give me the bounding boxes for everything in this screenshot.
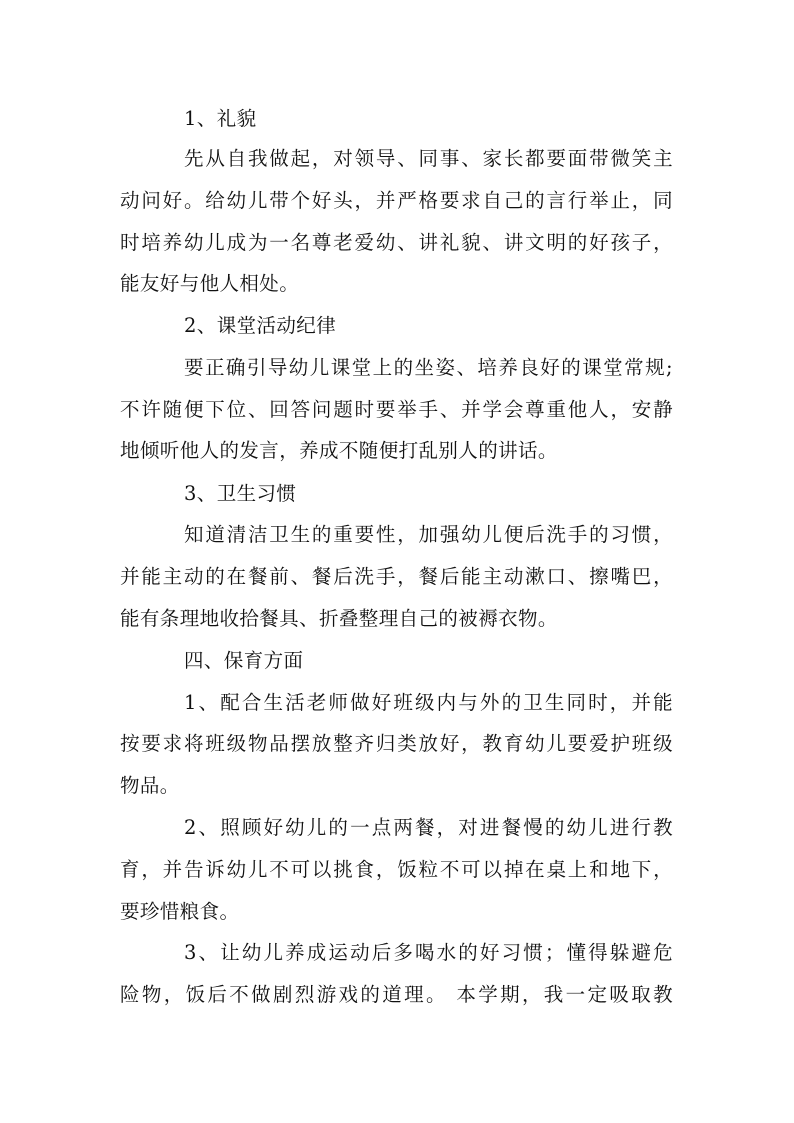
paragraph-line: 育，并告诉幼儿不可以挑食，饭粒不可以掉在桌上和地下，	[120, 858, 673, 881]
heading-politeness: 1、礼貌	[184, 107, 257, 130]
paragraph-line: 先从自我做起，对领导、同事、家长都要面带微笑主	[184, 147, 673, 170]
heading-childcare: 四、保育方面	[184, 649, 304, 672]
paragraph-line: 要珍惜粮食。	[120, 900, 240, 923]
paragraph-line: 3、让幼儿养成运动后多喝水的好习惯；懂得躲避危	[184, 941, 673, 964]
paragraph-line: 2、照顾好幼儿的一点两餐，对进餐慢的幼儿进行教	[184, 816, 673, 839]
paragraph-line: 1、配合生活老师做好班级内与外的卫生同时，并能	[184, 691, 673, 714]
paragraph-line: 按要求将班级物品摆放整齐归类放好，教育幼儿要爱护班级	[120, 732, 673, 755]
paragraph-line: 并能主动的在餐前、餐后洗手，餐后能主动漱口、擦嘴巴，	[120, 565, 673, 588]
paragraph-line: 时培养幼儿成为一名尊老爱幼、讲礼貌、讲文明的好孩子，	[120, 231, 673, 254]
paragraph-line: 险物，饭后不做剧烈游戏的道理。 本学期，我一定吸取教	[120, 983, 673, 1006]
paragraph-line: 能友好与他人相处。	[120, 272, 300, 295]
heading-classroom-discipline: 2、课堂活动纪律	[184, 314, 337, 337]
paragraph-line: 不许随便下位、回答问题时要举手、并学会尊重他人，安静	[120, 398, 673, 421]
paragraph-line: 知道清洁卫生的重要性，加强幼儿便后洗手的习惯，	[184, 523, 673, 546]
paragraph-line: 物品。	[120, 774, 180, 797]
paragraph-line: 动问好。给幼儿带个好头，并严格要求自己的言行举止，同	[120, 189, 673, 212]
paragraph-line: 能有条理地收拾餐具、折叠整理自己的被褥衣物。	[120, 607, 558, 630]
paragraph-line: 要正确引导幼儿课堂上的坐姿、培养良好的课堂常规;	[184, 356, 673, 379]
heading-hygiene-habits: 3、卫生习惯	[184, 482, 297, 505]
paragraph-line: 地倾听他人的发言，养成不随便打乱别人的讲话。	[120, 439, 558, 462]
